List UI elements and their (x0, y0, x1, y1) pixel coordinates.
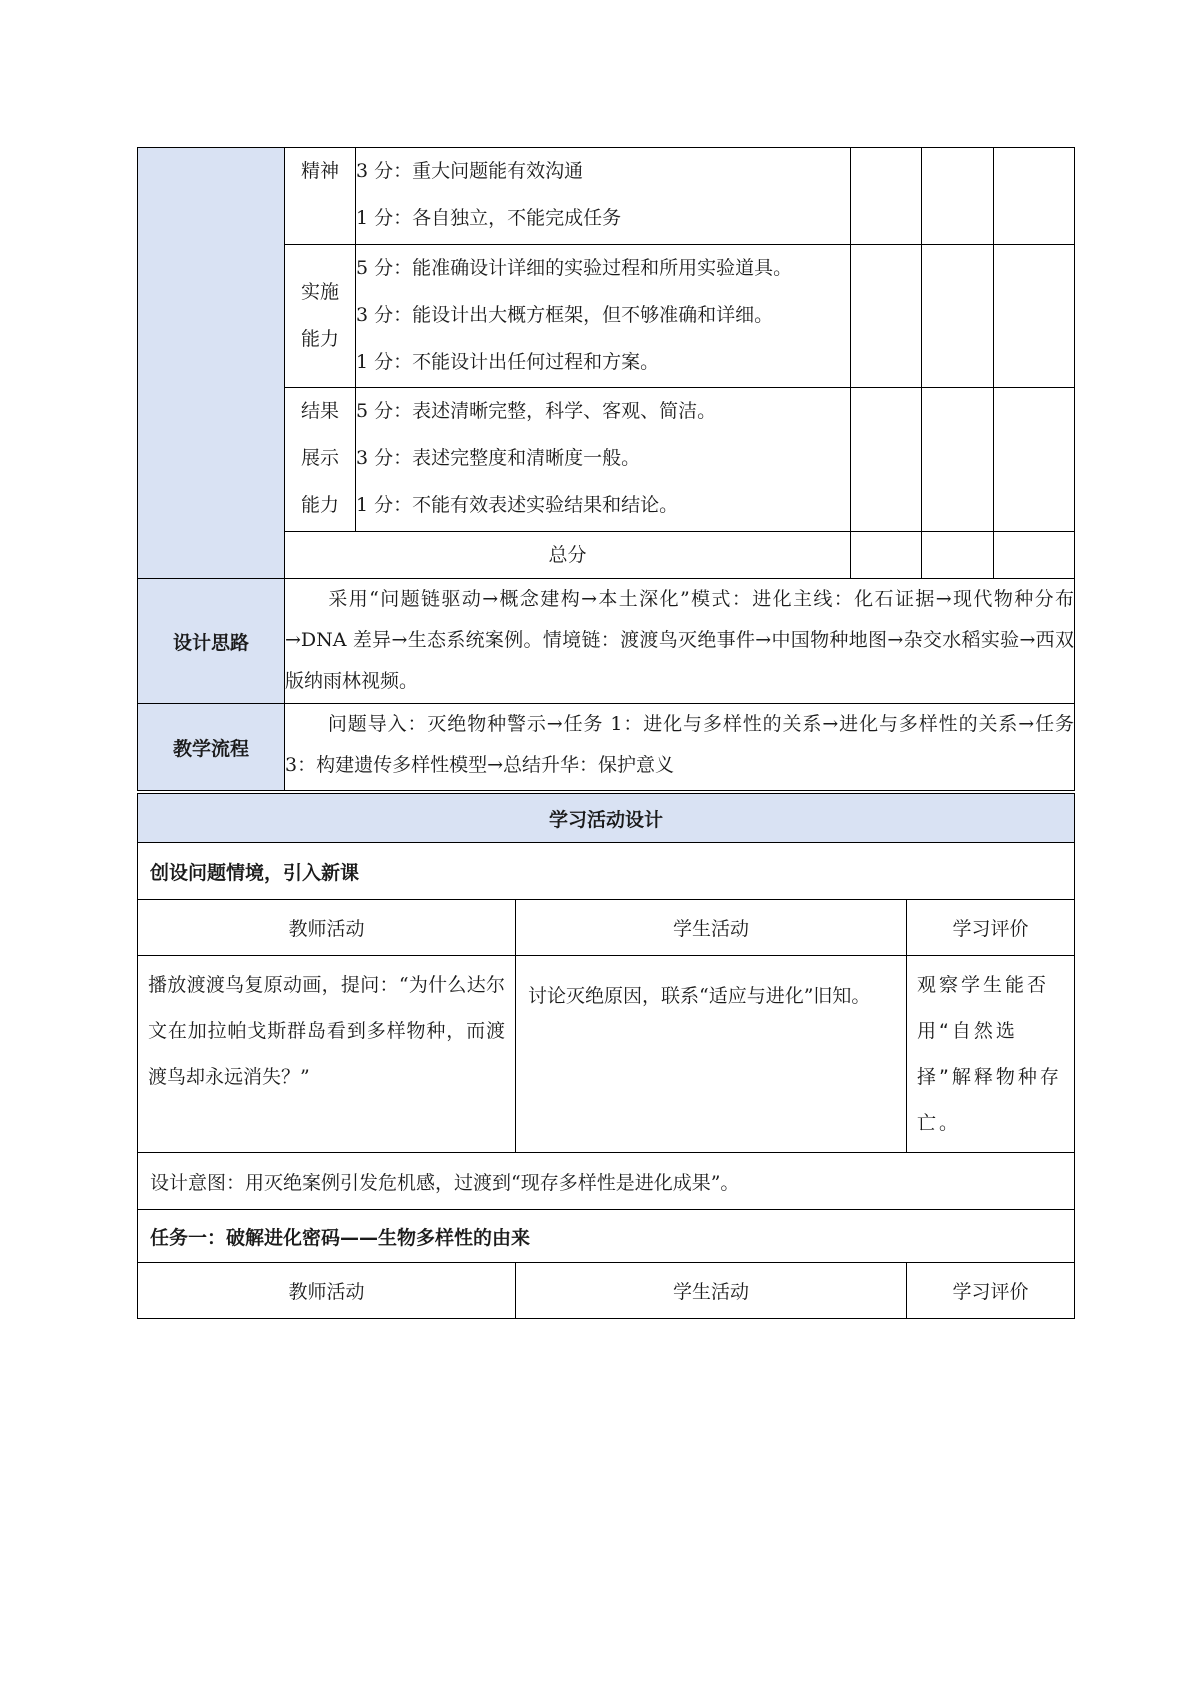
criterion-description (356, 245, 851, 388)
score-line: 5 分：表述清晰完整，科学、客观、简洁。 (356, 400, 717, 422)
student-activity-header: 学生活动 (516, 1263, 907, 1319)
student-activity-header: 学生活动 (516, 900, 907, 956)
criterion-cell (285, 148, 356, 245)
section1-header-row (138, 900, 1075, 956)
student-activity-text: 讨论灭绝原因，联系“适应与进化”旧知。 (516, 956, 907, 1153)
score-line: 1 分：不能有效表述实验结果和结论。 (356, 494, 679, 516)
teaching-flow-row (138, 704, 1075, 791)
score-line: 1 分：各自独立，不能完成任务 (356, 207, 622, 229)
teaching-flow-text (285, 704, 1075, 791)
score-line: 3 分：能设计出大概方框架，但不够准确和详细。 (356, 304, 774, 326)
teacher-activity-header: 教师活动 (138, 900, 516, 956)
teaching-flow-label: 教学流程 (138, 704, 285, 791)
criterion-description (356, 148, 851, 245)
criterion-text: 结果 (300, 400, 339, 422)
learning-evaluation-header: 学习评价 (907, 1263, 1075, 1319)
learning-evaluation-header: 学习评价 (907, 900, 1075, 956)
score-line: 1 分：不能设计出任何过程和方案。 (356, 351, 660, 373)
design-idea-label: 设计思路 (138, 579, 285, 704)
criterion-text: 展示 (300, 447, 339, 469)
rubric-category-cell (138, 148, 285, 579)
teacher-activity-text: 播放渡渡鸟复原动画，提问：“为什么达尔文在加拉帕戈斯群岛看到多样物种，而渡渡鸟却永远消失？” (138, 956, 516, 1153)
score-cell[interactable] (851, 245, 922, 388)
total-score-cell[interactable] (922, 532, 994, 579)
activity-band-row (138, 794, 1075, 843)
teacher-activity-header: 教师活动 (138, 1263, 516, 1319)
total-score-cell[interactable] (994, 532, 1075, 579)
design-idea-text (285, 579, 1075, 704)
activity-band-title: 学习活动设计 (138, 794, 1075, 843)
criterion-cell (285, 245, 356, 388)
score-cell[interactable] (922, 148, 994, 245)
score-cell[interactable] (922, 245, 994, 388)
design-idea-row (138, 579, 1075, 704)
evaluation-rubric-table (137, 147, 1075, 791)
score-cell[interactable] (994, 148, 1075, 245)
criterion-text: 能力 (300, 494, 339, 516)
score-cell[interactable] (994, 245, 1075, 388)
section1-content-row (138, 956, 1075, 1153)
section2-header-row (138, 1263, 1075, 1319)
section2-title: 任务一：破解进化密码——生物多样性的由来 (138, 1210, 1075, 1263)
criterion-text: 精神 (300, 160, 339, 182)
score-cell[interactable] (994, 388, 1075, 532)
score-cell[interactable] (851, 388, 922, 532)
criterion-cell (285, 388, 356, 532)
criterion-text: 实施 (300, 281, 339, 303)
score-line: 3 分：表述完整度和清晰度一般。 (356, 447, 641, 469)
section1-title: 创设问题情境，引入新课 (138, 843, 1075, 900)
learning-activity-table (137, 793, 1075, 1319)
teaching-flow-paragraph: 问题导入：灭绝物种警示→任务 1：进化与多样性的关系→进化与多样性的关系→任务 3：构建遗传多样性模型→总结升华：保护意义 (285, 713, 1074, 776)
total-score-cell[interactable] (851, 532, 922, 579)
score-line: 5 分：能准确设计详细的实验过程和所用实验道具。 (356, 257, 793, 279)
design-intent-text: 设计意图：用灭绝案例引发危机感，过渡到“现存多样性是进化成果”。 (138, 1153, 1075, 1210)
score-line: 3 分：重大问题能有效沟通 (356, 160, 584, 182)
learning-evaluation-text: 观察学生能否用“自然选择”解释物种存亡。 (907, 956, 1075, 1153)
rubric-row-spirit (138, 148, 1075, 245)
criterion-text: 能力 (300, 328, 339, 350)
section1-intent-row (138, 1153, 1075, 1210)
total-score-label: 总分 (285, 532, 851, 579)
score-cell[interactable] (922, 388, 994, 532)
section1-title-row (138, 843, 1075, 900)
design-idea-paragraph: 采用“问题链驱动→概念建构→本土深化”模式：进化主线：化石证据→现代物种分布→DNA 差异→生态系统案例。情境链：渡渡鸟灭绝事件→中国物种地图→杂交水稻实验→西双版纳雨林视频。 (285, 588, 1074, 692)
criterion-description (356, 388, 851, 532)
score-cell[interactable] (851, 148, 922, 245)
section2-title-row (138, 1210, 1075, 1263)
